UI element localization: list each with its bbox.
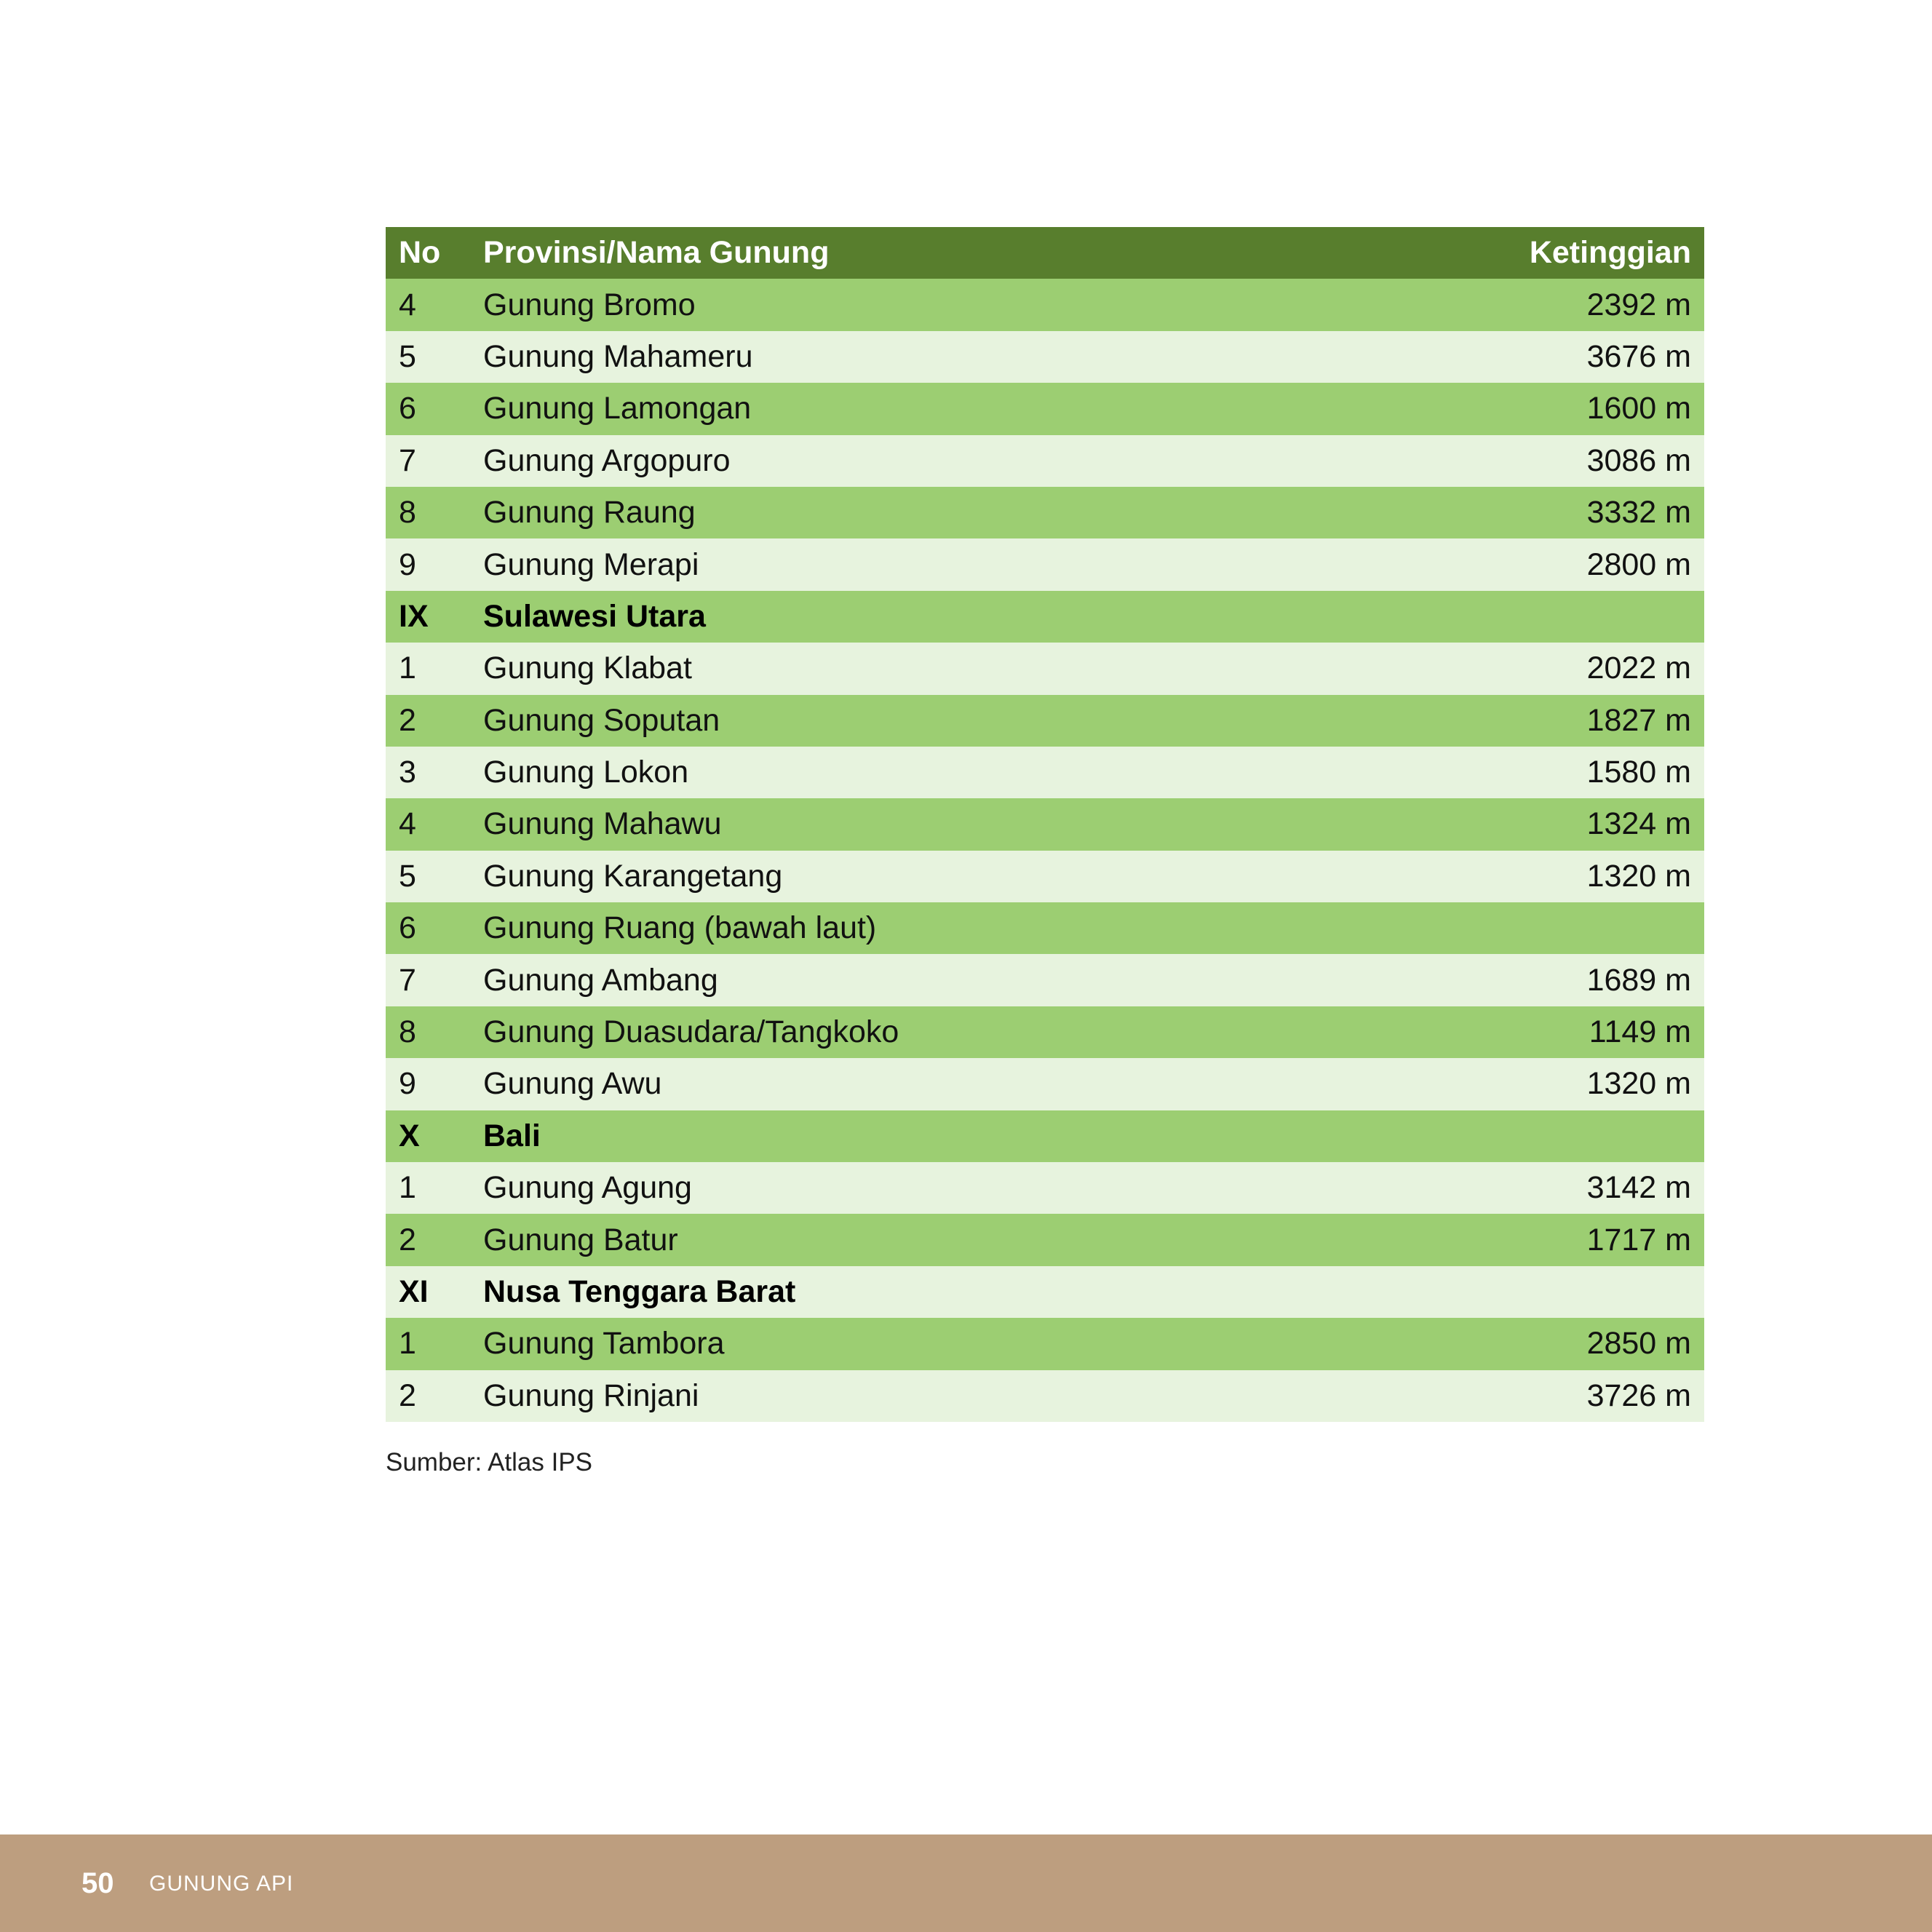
cell-name: Gunung Raung xyxy=(483,495,696,530)
cell-no: 1 xyxy=(399,1326,416,1361)
cell-height: 1827 m xyxy=(1586,702,1691,738)
table-row xyxy=(386,1006,1704,1058)
cell-height: 1689 m xyxy=(1586,962,1691,998)
running-title: GUNUNG API xyxy=(149,1872,294,1896)
cell-name: Gunung Merapi xyxy=(483,546,699,582)
cell-name: Gunung Soputan xyxy=(483,702,720,738)
section-row xyxy=(386,591,1704,643)
table-row xyxy=(386,435,1704,487)
cell-height: 1320 m xyxy=(1586,858,1691,894)
cell-no: 8 xyxy=(399,495,416,530)
cell-no: 9 xyxy=(399,1066,416,1102)
cell-no: 8 xyxy=(399,1014,416,1050)
table-row xyxy=(386,1318,1704,1370)
cell-name: Gunung Mahameru xyxy=(483,338,753,374)
cell-no: 5 xyxy=(399,338,416,374)
cell-height xyxy=(1326,1266,1704,1318)
table-row xyxy=(386,383,1704,434)
cell-height: 1324 m xyxy=(1586,806,1691,842)
table-row xyxy=(386,1058,1704,1110)
cell-no: 2 xyxy=(399,1378,416,1413)
cell-height: 3676 m xyxy=(1586,338,1691,374)
cell-height: 3332 m xyxy=(1586,495,1691,530)
section-row xyxy=(386,1266,1704,1318)
cell-name: Sulawesi Utara xyxy=(483,598,706,634)
cell-no: 1 xyxy=(399,651,416,686)
cell-no: 5 xyxy=(399,858,416,894)
cell-no: 4 xyxy=(399,287,416,322)
table-row xyxy=(386,747,1704,798)
table-row xyxy=(386,279,1704,330)
cell-height xyxy=(1326,902,1704,954)
page-number: 50 xyxy=(82,1867,114,1899)
cell-name: Gunung Mahawu xyxy=(483,806,722,842)
cell-name: Gunung Duasudara/Tangkoko xyxy=(483,1014,899,1050)
page-footer xyxy=(0,1834,1932,1932)
table-row xyxy=(386,851,1704,902)
table-row xyxy=(386,1162,1704,1214)
cell-name: Gunung Tambora xyxy=(483,1326,725,1361)
cell-height xyxy=(1326,591,1704,643)
cell-height: 2800 m xyxy=(1586,546,1691,582)
cell-no: 6 xyxy=(399,391,416,426)
cell-name: Gunung Lokon xyxy=(483,755,689,790)
cell-name: Gunung Klabat xyxy=(483,651,692,686)
cell-height: 2850 m xyxy=(1586,1326,1691,1361)
cell-no: 2 xyxy=(399,1222,416,1257)
cell-name: Gunung Lamongan xyxy=(483,391,752,426)
cell-no: 7 xyxy=(399,442,416,478)
table-row xyxy=(386,695,1704,747)
source-note: Sumber: Atlas IPS xyxy=(386,1448,593,1476)
cell-height: 1149 m xyxy=(1589,1014,1691,1050)
cell-no: 6 xyxy=(399,910,416,946)
table-row xyxy=(386,331,1704,383)
cell-no: 4 xyxy=(399,806,416,842)
cell-name: Bali xyxy=(483,1118,541,1153)
volcano-table xyxy=(386,227,1704,1422)
cell-height: 3726 m xyxy=(1586,1378,1691,1413)
cell-no: 2 xyxy=(399,702,416,738)
cell-name: Gunung Awu xyxy=(483,1066,662,1102)
cell-height: 3142 m xyxy=(1586,1170,1691,1206)
cell-name: Gunung Argopuro xyxy=(483,442,731,478)
cell-name: Gunung Ambang xyxy=(483,962,718,998)
header-no: No xyxy=(399,235,441,271)
cell-name: Gunung Batur xyxy=(483,1222,678,1257)
table-row xyxy=(386,798,1704,850)
cell-height: 3086 m xyxy=(1586,442,1691,478)
cell-height: 2392 m xyxy=(1586,287,1691,322)
cell-name: Gunung Karangetang xyxy=(483,858,783,894)
section-row xyxy=(386,1110,1704,1162)
cell-name: Gunung Bromo xyxy=(483,287,696,322)
table-row xyxy=(386,1214,1704,1265)
volcano-table-container xyxy=(386,227,1704,1422)
cell-no: X xyxy=(399,1118,420,1153)
table-row xyxy=(386,1370,1704,1422)
cell-no: 3 xyxy=(399,755,416,790)
cell-no: IX xyxy=(399,598,429,634)
header-height: Ketinggian xyxy=(1529,235,1691,271)
table-row xyxy=(386,538,1704,590)
cell-height: 1717 m xyxy=(1586,1222,1691,1257)
cell-height: 2022 m xyxy=(1586,651,1691,686)
cell-height: 1600 m xyxy=(1586,391,1691,426)
cell-no: 7 xyxy=(399,962,416,998)
cell-name: Gunung Rinjani xyxy=(483,1378,699,1413)
cell-height: 1320 m xyxy=(1586,1066,1691,1102)
table-row xyxy=(386,954,1704,1006)
cell-name: Gunung Ruang (bawah laut) xyxy=(483,910,877,946)
cell-height xyxy=(1326,1110,1704,1162)
cell-height: 1580 m xyxy=(1586,755,1691,790)
table-row xyxy=(386,643,1704,694)
cell-name: Gunung Agung xyxy=(483,1170,692,1206)
table-header xyxy=(386,227,1704,279)
header-name: Provinsi/Nama Gunung xyxy=(483,235,830,271)
table-body xyxy=(386,279,1704,1422)
cell-no: XI xyxy=(399,1274,429,1309)
cell-no: 9 xyxy=(399,546,416,582)
table-row xyxy=(386,902,1704,954)
cell-name: Nusa Tenggara Barat xyxy=(483,1274,796,1309)
header-row xyxy=(386,227,1704,279)
cell-no: 1 xyxy=(399,1170,416,1206)
table-row xyxy=(386,487,1704,538)
